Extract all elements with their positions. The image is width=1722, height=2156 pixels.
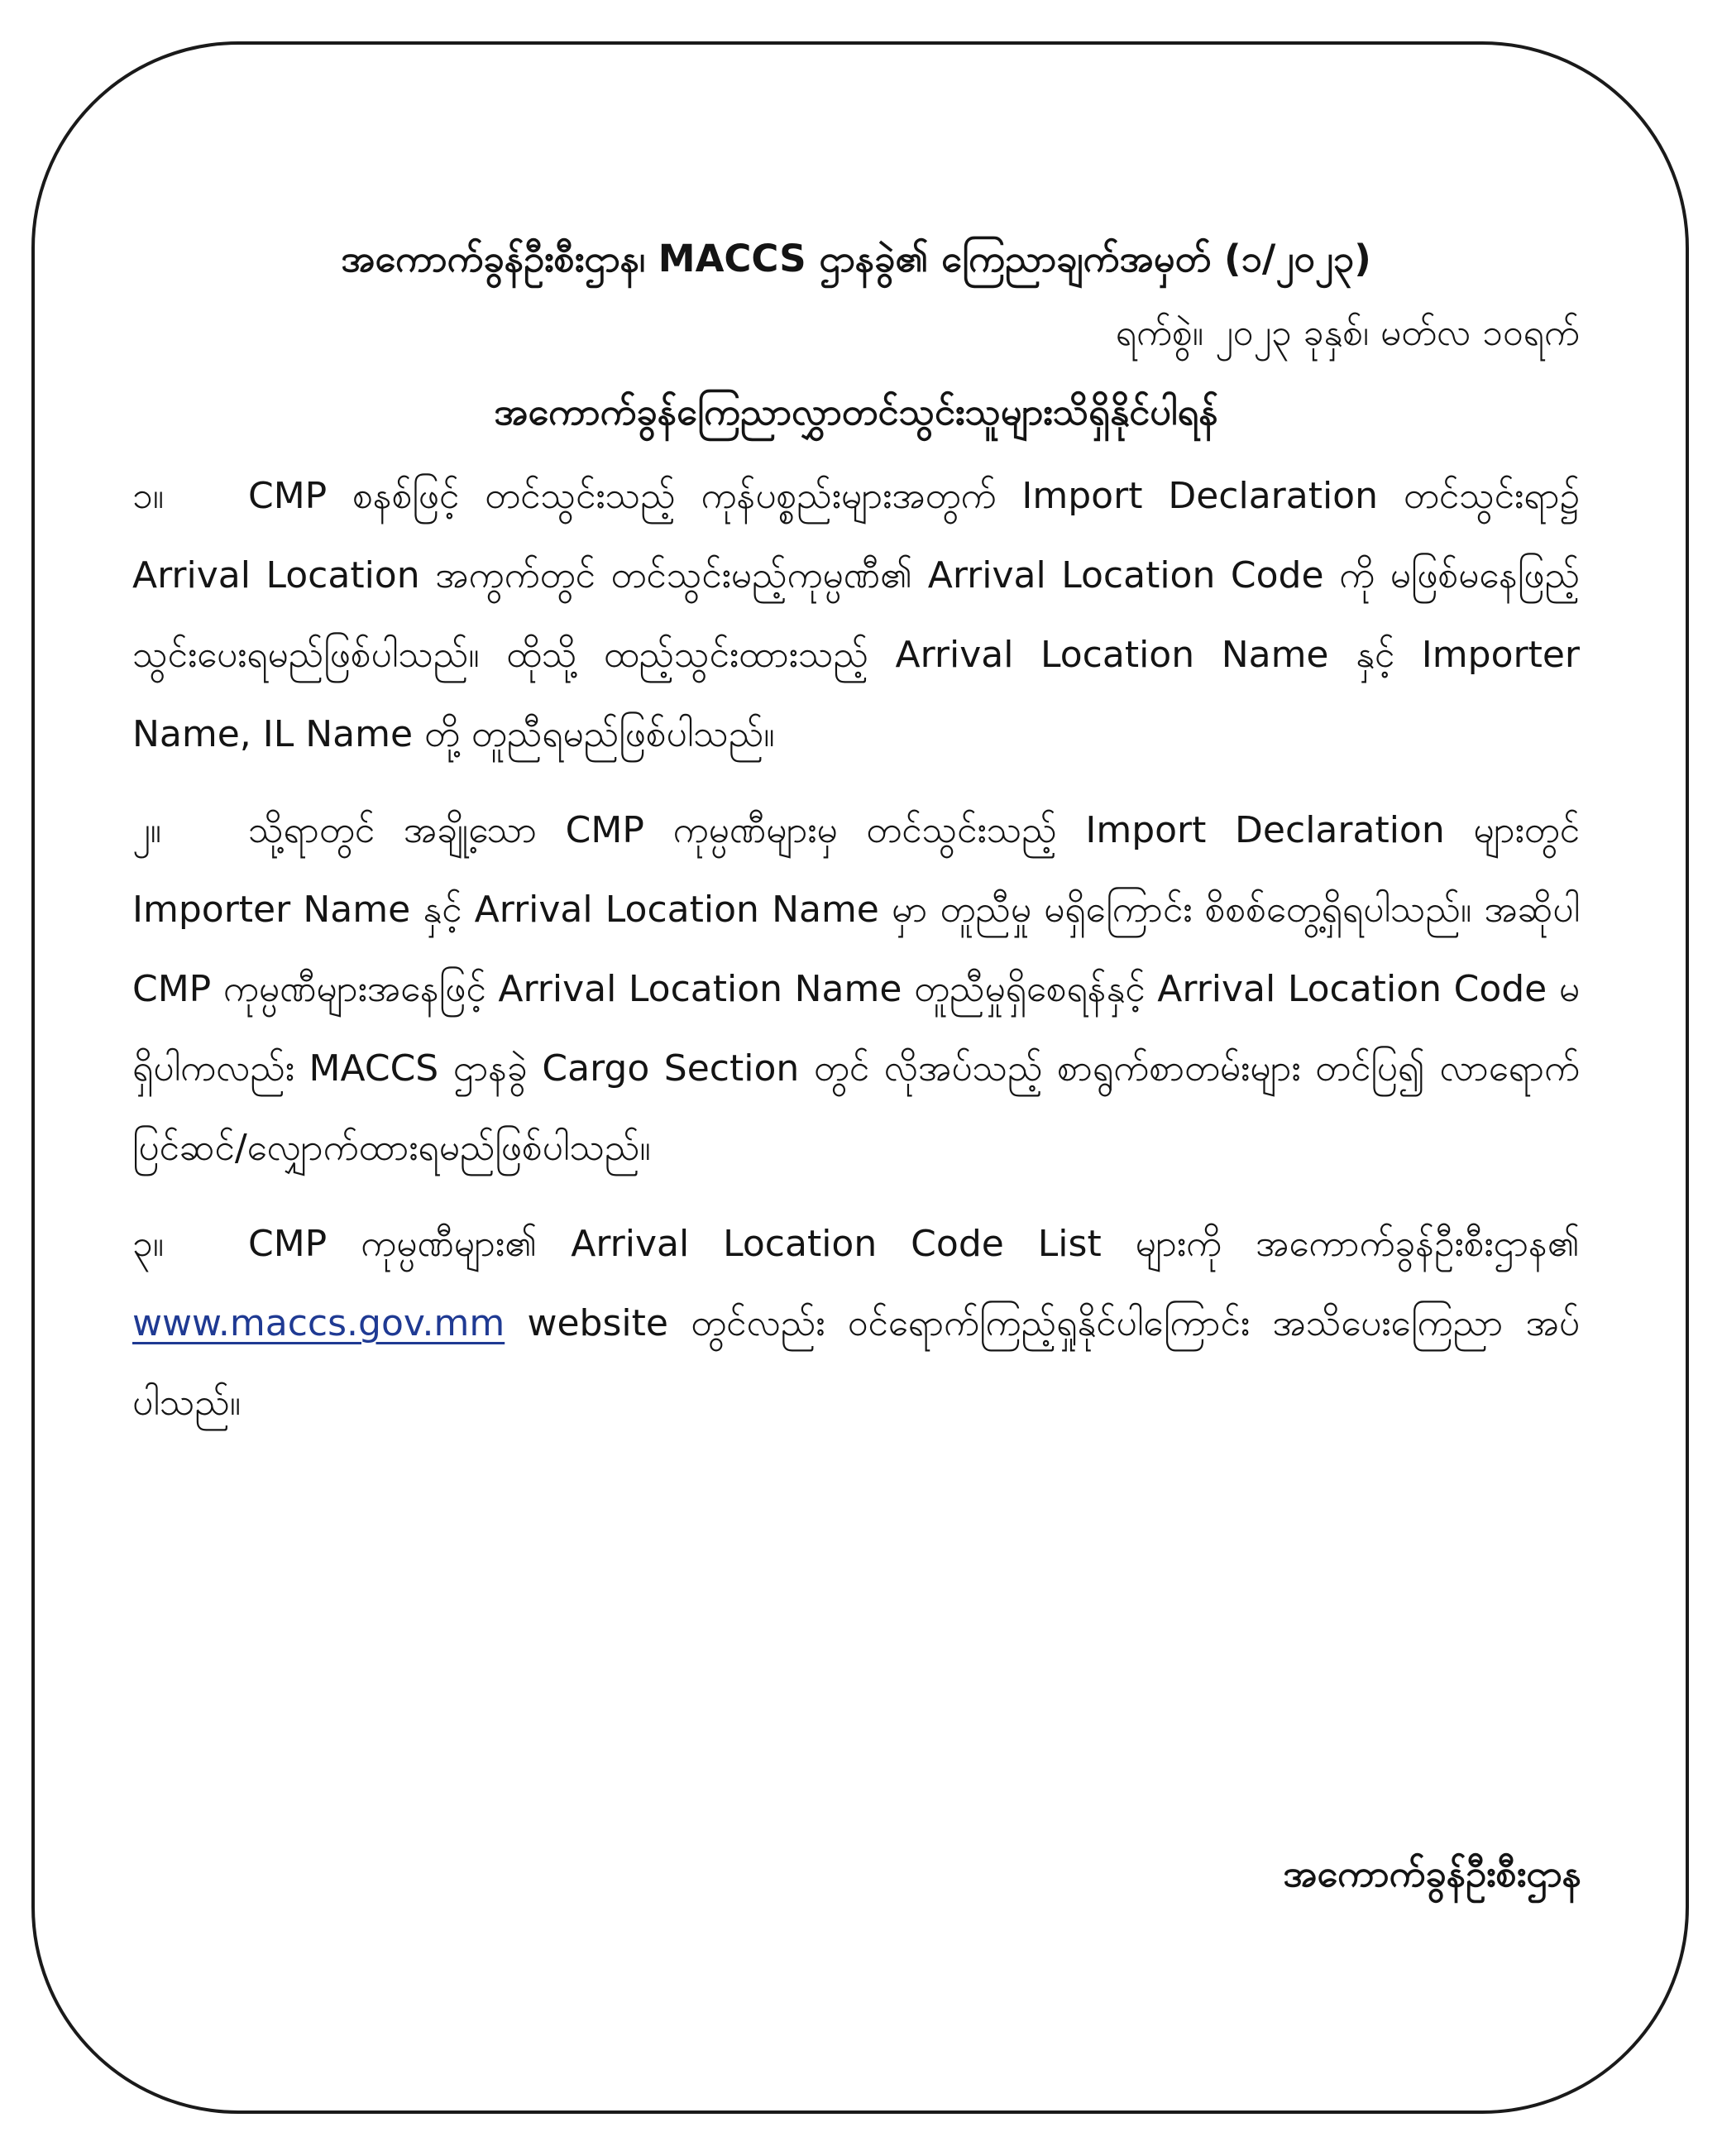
paragraph-1 [132, 457, 1580, 774]
paragraph-number: ၃။ [132, 1223, 165, 1265]
announcement-date: ရက်စွဲ။ ၂၀၂၃ ခုနှစ်၊ မတ်လ ၁၀ရက် [1115, 312, 1580, 354]
paragraph-text: CMP ကုမ္ပဏီများ၏ Arrival Location Code List များကို အကောက်ခွန်ဦးစီးဌာန၏ [248, 1223, 1580, 1265]
paragraph-number: ၁။ [132, 475, 165, 517]
paragraph-2 [132, 791, 1580, 1188]
paragraph-text: သို့ရာတွင် အချို့သော CMP ကုမ္ပဏီများမှ တင်သွင်းသည့် Import Declaration များတွင် Importer Name နှင့် Arrival Location Name မှာ တူညီမှု မရှိကြောင်း စိစစ်တွေ့ရှိရပါသည်။ အဆိုပါ CMP ကုမ္ပဏီများအနေဖြင့် Arrival Location Name တူညီမှုရှိစေရန်နှင့် Arrival Location Code မရှိပါကလည်း MACCS ဌာနခွဲ Cargo Section တွင် လိုအပ်သည့် စာရွက်စာတမ်းများ တင်ပြ၍ လာရောက်ပြင်ဆင်/လျှောက်ထားရမည်ဖြစ်ပါသည်။ [132, 809, 1580, 1169]
paragraph-3 [132, 1205, 1580, 1443]
paragraph-text: website တွင်လည်း ဝင်ရောက်ကြည့်ရှုနိုင်ပါကြောင်း အသိပေးကြေညာ အပ်ပါသည်။ [132, 1302, 1580, 1424]
website-link[interactable]: www.maccs.gov.mm [132, 1302, 505, 1344]
announcement-body [132, 222, 1580, 1443]
announcement-title: အကောက်ခွန်ဦးစီးဌာန၊ MACCS ဌာနခွဲ၏ ကြေညာချက်အမှတ် (၁/၂၀၂၃) [341, 237, 1371, 280]
announcement-subject: အကောက်ခွန်ကြေညာလွှာတင်သွင်းသူများသိရှိနိုင်ပါရန် [494, 390, 1218, 434]
signature: အကောက်ခွန်ဦးစီးဌာန [1283, 1852, 1581, 1895]
paragraph-text: CMP စနစ်ဖြင့် တင်သွင်းသည့် ကုန်ပစ္စည်းများအတွက် Import Declaration တင်သွင်းရာ၌ Arrival Location အကွက်တွင် တင်သွင်းမည့်ကုမ္ပဏီ၏ Arrival Location Code ကို မဖြစ်မနေဖြည့်သွင်းပေးရမည်ဖြစ်ပါသည်။ ထိုသို့ ထည့်သွင်းထားသည့် Arrival Location Name နှင့် Importer Name, IL Name တို့ တူညီရမည်ဖြစ်ပါသည်။ [132, 475, 1580, 755]
paragraph-number: ၂။ [132, 809, 161, 851]
